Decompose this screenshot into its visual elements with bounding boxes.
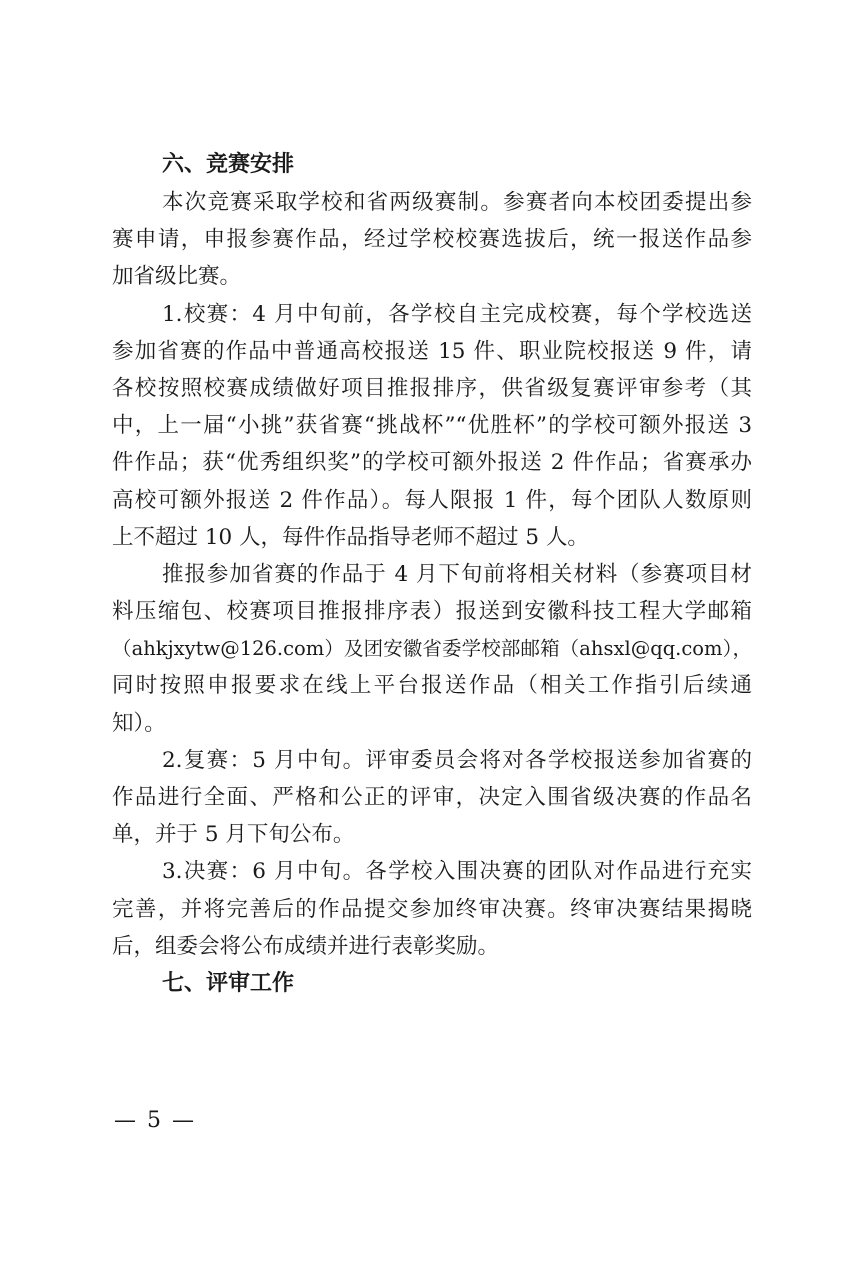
text-line: 件作品；获“优秀组织奖”的学校可额外报送 2 件作品；省赛承办: [112, 450, 752, 476]
text-line: 加省级比赛。: [112, 264, 242, 290]
page-number: — 5 —: [114, 1108, 196, 1133]
text-line: 中，上一届“小挑”获省赛“挑战杯”“优胜杯”的学校可额外报送 3: [112, 413, 752, 439]
text-line: 料压缩包、校赛项目推报排序表）报送到安徽科技工程大学邮箱: [112, 599, 752, 625]
text-line: 本次竞赛采取学校和省两级赛制。参赛者向本校团委提出参: [162, 190, 752, 215]
text-line: 赛申请，申报参赛作品，经过学校校赛选拔后，统一报送作品参: [112, 227, 752, 253]
text-line: 单，并于 5 月下旬公布。: [112, 822, 355, 848]
paragraph-final-round: [112, 853, 752, 965]
text-line: 上不超过 10 人，每件作品指导老师不超过 5 人。: [112, 524, 589, 550]
paragraph-competition-system: [112, 184, 752, 296]
text-line: 完善，并将完善后的作品提交参加终审决赛。终审决赛结果揭晓: [112, 896, 752, 922]
text-line: 同时按照申报要求在线上平台报送作品（相关工作指引后续通: [112, 673, 752, 699]
text-line: 作品进行全面、严格和公正的评审，决定入围省级决赛的作品名: [112, 785, 752, 810]
text-line-email-addresses: （ahkjxytw@126.com）及团安徽省委学校部邮箱（ahsxl@qq.com），: [112, 637, 752, 661]
paragraph-second-round: [112, 742, 752, 854]
document-page: [112, 146, 752, 1003]
text-line: 各校按照校赛成绩做好项目推报排序，供省级复赛评审参考（其: [112, 375, 752, 401]
text-line: 推报参加省赛的作品于 4 月下旬前将相关材料（参赛项目材: [162, 561, 752, 587]
text-line: 3.决赛：6 月中旬。各学校入围决赛的团队对作品进行充实: [162, 859, 752, 885]
paragraph-school-round: [112, 296, 752, 556]
paragraph-submission-email: [112, 556, 752, 742]
text-line: 知）。: [112, 710, 166, 736]
text-line: 后，组委会将公布成绩并进行表彰奖励。: [112, 933, 500, 959]
section-heading-review-work: 七、评审工作: [162, 970, 295, 996]
text-line: 高校可额外报送 2 件作品）。每人限报 1 件，每个团队人数原则: [112, 487, 752, 513]
section-heading-competition-arrangement: 六、竞赛安排: [162, 152, 295, 177]
text-line: 1.校赛：4 月中旬前，各学校自主完成校赛，每个学校选送: [162, 301, 752, 327]
text-line: 2.复赛：5 月中旬。评审委员会将对各学校报送参加省赛的: [162, 747, 752, 773]
text-line: 参加省赛的作品中普通高校报送 15 件、职业院校报送 9 件，请: [112, 338, 752, 364]
